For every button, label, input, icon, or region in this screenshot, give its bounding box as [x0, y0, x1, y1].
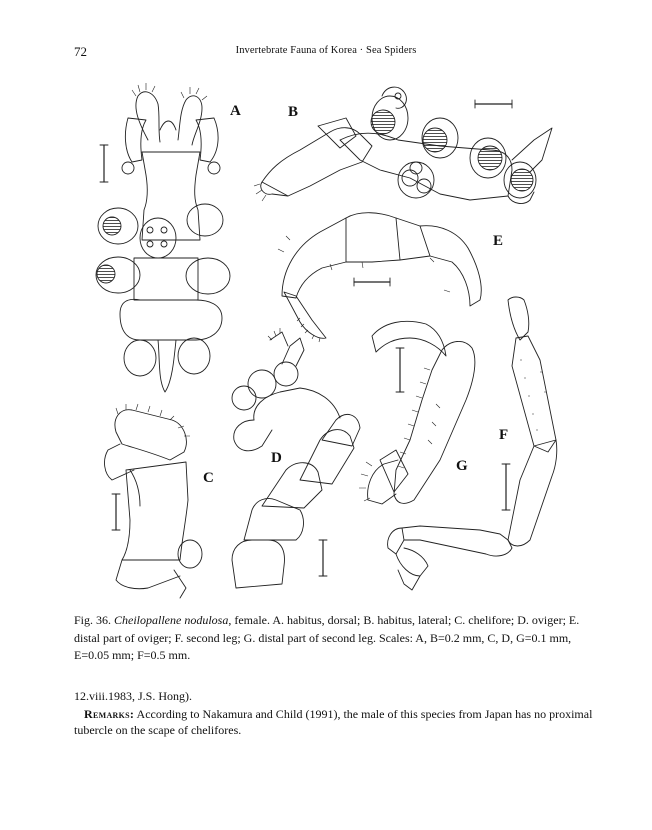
panel-label-e: E [493, 233, 504, 249]
panel-label-g: G [456, 458, 468, 474]
caption-species-name: Cheilopallene nodulosa [114, 613, 229, 627]
drawing-d-oviger [232, 328, 360, 588]
panel-label-d: D [271, 450, 282, 466]
page-number: 72 [74, 44, 87, 59]
drawing-b-habitus-lateral [254, 87, 552, 203]
remarks-text: According to Nakamura and Child (1991), the male of this species from Japan has no proximal tubercle on the scape of chelifores. [74, 707, 593, 737]
drawing-e-oviger-distal [278, 213, 481, 342]
caption-description: , female. A. habitus, dorsal; B. habitus, lateral; C. chelifore; D. oviger; E. distal part of oviger; F. second leg; G. distal part of second leg. Scales: A, B=0.2 mm, C, D, G=0.1 mm, E=0.05 mm; F=0.5 mm. [74, 613, 580, 662]
remarks-heading: Remarks: [84, 707, 135, 721]
drawing-a-habitus-dorsal [96, 83, 230, 392]
drawing-f-second-leg [388, 297, 557, 590]
figure-caption [74, 612, 584, 665]
body-text [74, 688, 594, 738]
drawing-c-chelifore [105, 404, 202, 598]
panel-label-a: A [230, 103, 241, 119]
caption-figure-number: Fig. 36. [74, 613, 112, 627]
running-header: Invertebrate Fauna of Korea · Sea Spiders [235, 45, 417, 56]
panel-label-c: C [203, 470, 214, 486]
remarks-paragraph [74, 706, 594, 738]
panel-label-b: B [288, 104, 299, 120]
panel-label-f: F [499, 427, 509, 443]
drawing-g-leg-distal [359, 321, 475, 504]
body-first-line: 12.viii.1983, J.S. Hong). [74, 689, 193, 703]
